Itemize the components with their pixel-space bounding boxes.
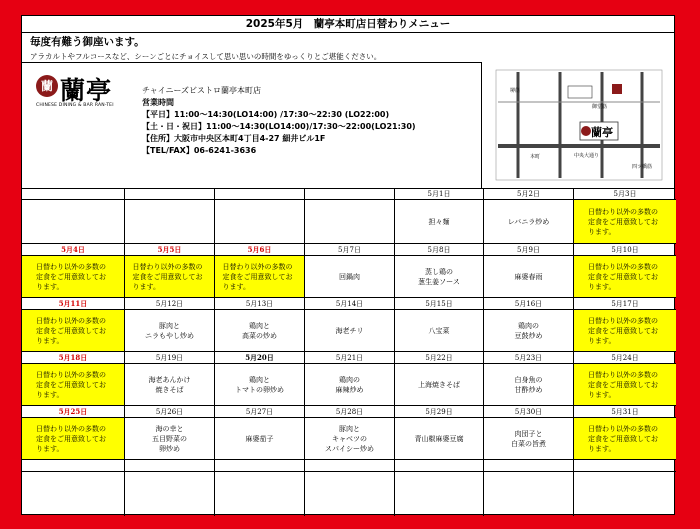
menu-item-text: 肉団子と 白菜の旨煮 — [511, 429, 546, 448]
menu-item — [215, 200, 304, 243]
special-notice — [22, 364, 124, 405]
calendar-date: 5月15日 — [395, 298, 483, 310]
calendar-cell — [574, 298, 676, 352]
calendar-cell — [22, 188, 125, 244]
menu-item-text: 麻婆茄子 — [245, 434, 274, 443]
calendar-cell — [125, 460, 215, 516]
menu-item — [125, 200, 214, 243]
menu-item — [395, 418, 483, 459]
calendar-date: 5月20日 — [215, 352, 304, 364]
menu-item — [215, 472, 304, 515]
calendar-date: 5月27日 — [215, 406, 304, 418]
menu-item — [125, 418, 214, 459]
calendar-grid — [22, 188, 676, 516]
logo-kanji: 蘭亭 — [60, 76, 113, 105]
hours-label: 営業時間 — [142, 98, 174, 107]
menu-item — [305, 200, 394, 243]
menu-item — [22, 472, 124, 515]
store-details-panel — [22, 62, 482, 188]
weekday-hours: 【平日】11:00～14:30(LO14:00) /17:30～22:30 (LO22:00) — [142, 110, 390, 119]
special-notice-text: 日替わり以外の多数の定食をご用意致しております。 — [36, 262, 106, 291]
access-map — [482, 62, 676, 188]
map-label-chuo: 中央大通り — [574, 153, 600, 159]
calendar-date: 5月24日 — [574, 352, 676, 364]
calendar-date: 5月31日 — [574, 406, 676, 418]
special-notice — [574, 418, 676, 459]
calendar-date: 5月1日 — [395, 188, 483, 200]
menu-item — [125, 364, 214, 405]
calendar-date — [125, 188, 214, 200]
store-logo — [36, 75, 114, 115]
special-notice-text: 日替わり以外の多数の定食をご用意致しております。 — [36, 316, 106, 345]
calendar-date: 5月8日 — [395, 244, 483, 256]
special-notice — [574, 310, 676, 351]
menu-item-text: 海老あんかけ 焼きそば — [148, 375, 191, 394]
menu-item-text: 鶏肉の 豆鼓炒め — [514, 321, 543, 340]
menu-item — [484, 364, 573, 405]
calendar-date: 5月25日 — [22, 406, 124, 418]
menu-item — [22, 200, 124, 243]
special-notice-text: 日替わり以外の多数の定食をご用意致しております。 — [588, 424, 658, 453]
menu-item-text: 白身魚の 甘酢炒め — [514, 375, 543, 394]
menu-item — [484, 472, 573, 515]
calendar-date — [215, 188, 304, 200]
special-notice — [125, 256, 214, 297]
calendar-date: 5月7日 — [305, 244, 394, 256]
calendar-date: 5月4日 — [22, 244, 124, 256]
calendar-cell — [484, 298, 574, 352]
calendar-cell — [305, 406, 395, 460]
weekend-hours: 【土・日・祝日】11:00～14:30(LO14:00)/17:30～22:00(LO21:30) — [142, 122, 416, 131]
calendar-cell — [125, 188, 215, 244]
calendar-cell — [574, 460, 676, 516]
menu-item — [305, 364, 394, 405]
greeting-text: 毎度有難う御座います。 — [30, 36, 145, 48]
menu-item — [125, 472, 214, 515]
menu-sheet — [21, 15, 675, 515]
store-info-section — [22, 32, 674, 189]
calendar-cell — [215, 188, 305, 244]
menu-item-text: 鶏肉と トマトの卵炒め — [235, 375, 284, 394]
menu-item-text: 上海焼きそば — [418, 380, 460, 389]
special-notice — [22, 418, 124, 459]
calendar-date — [22, 188, 124, 200]
special-notice — [22, 256, 124, 297]
menu-item-text: 鶏肉と 高菜の炒め — [242, 321, 277, 340]
menu-item — [395, 256, 483, 297]
menu-item — [395, 310, 483, 351]
menu-item-text: 豚肉と キャベツの スパイシー炒め — [325, 424, 374, 453]
calendar-date: 5月16日 — [484, 298, 573, 310]
menu-item — [484, 256, 573, 297]
calendar-cell — [215, 460, 305, 516]
calendar-date: 5月3日 — [574, 188, 676, 200]
special-notice-text: 日替わり以外の多数の定食をご用意致しております。 — [36, 370, 106, 399]
calendar-cell — [22, 460, 125, 516]
map-label-midosuji: 御堂筋 — [592, 104, 608, 110]
logo-subtitle: CHINESE DINING & BAR RAN-TEI — [36, 103, 114, 108]
calendar-cell — [305, 460, 395, 516]
menu-item-text: 海老チリ — [335, 326, 364, 335]
menu-item — [215, 310, 304, 351]
calendar-cell — [484, 244, 574, 298]
map-label-sakaisuji: 堺筋 — [510, 88, 521, 94]
map-label-yotsubashi: 四ツ橋筋 — [632, 164, 653, 170]
menu-item — [484, 418, 573, 459]
store-tel: 【TEL/FAX】06-6241-3636 — [142, 146, 257, 155]
calendar-cell — [484, 188, 574, 244]
calendar-cell — [22, 244, 125, 298]
calendar-date — [215, 460, 304, 472]
calendar-cell — [484, 406, 574, 460]
menu-item-text: 麻婆春雨 — [514, 272, 543, 281]
calendar-cell — [574, 352, 676, 406]
special-notice — [574, 364, 676, 405]
calendar-date — [22, 460, 124, 472]
calendar-cell — [22, 352, 125, 406]
calendar-cell — [215, 406, 305, 460]
calendar-cell — [305, 298, 395, 352]
logo-mark-icon: 蘭 — [36, 75, 58, 97]
menu-item — [305, 472, 394, 515]
menu-item — [305, 310, 394, 351]
menu-item — [215, 418, 304, 459]
map-graphic — [482, 62, 676, 188]
calendar-date — [305, 460, 394, 472]
calendar-date: 5月12日 — [125, 298, 214, 310]
calendar-cell — [22, 298, 125, 352]
calendar-date: 5月22日 — [395, 352, 483, 364]
special-notice — [574, 200, 676, 243]
calendar-date: 5月6日 — [215, 244, 304, 256]
calendar-date: 5月19日 — [125, 352, 214, 364]
map-label-honmachi: 本町 — [530, 154, 541, 160]
calendar-cell — [574, 244, 676, 298]
menu-item — [574, 472, 676, 515]
special-notice-text: 日替わり以外の多数の定食をご用意致しております。 — [588, 262, 658, 291]
special-notice — [215, 256, 304, 297]
calendar-cell — [305, 188, 395, 244]
menu-item — [215, 364, 304, 405]
menu-item-text: 鶏肉の 麻辣炒め — [335, 375, 364, 394]
map-store-label: 蘭亭 — [591, 126, 613, 139]
page-title: 2025年5月 蘭亭本町店日替わりメニュー — [22, 16, 674, 33]
menu-item — [125, 310, 214, 351]
calendar-cell — [305, 352, 395, 406]
menu-item — [484, 310, 573, 351]
calendar-date: 5月29日 — [395, 406, 483, 418]
calendar-date — [484, 460, 573, 472]
calendar-cell — [484, 460, 574, 516]
menu-item-text: 青山椒麻婆豆腐 — [414, 434, 464, 443]
menu-item — [395, 200, 483, 243]
calendar-cell — [215, 298, 305, 352]
calendar-date: 5月9日 — [484, 244, 573, 256]
calendar-cell — [574, 188, 676, 244]
special-notice-text: 日替わり以外の多数の定食をご用意致しております。 — [588, 316, 658, 345]
calendar-cell — [395, 352, 484, 406]
calendar-date: 5月10日 — [574, 244, 676, 256]
calendar-date: 5月14日 — [305, 298, 394, 310]
calendar-cell — [125, 406, 215, 460]
calendar-cell — [125, 298, 215, 352]
menu-item-text: 回鍋肉 — [339, 272, 360, 281]
special-notice-text: 日替わり以外の多数の定食をご用意致しております。 — [222, 262, 293, 291]
calendar-date — [395, 460, 483, 472]
calendar-cell — [395, 298, 484, 352]
menu-item-text: 豚肉と ニラもやし炒め — [145, 321, 194, 340]
menu-item — [395, 364, 483, 405]
menu-item-text: 八宝菜 — [428, 326, 450, 335]
calendar-cell — [395, 460, 484, 516]
calendar-cell — [395, 188, 484, 244]
calendar-cell — [395, 406, 484, 460]
special-notice-text: 日替わり以外の多数の定食をご用意致しております。 — [132, 262, 203, 291]
calendar-cell — [22, 406, 125, 460]
menu-item — [484, 200, 573, 243]
calendar-date — [125, 460, 214, 472]
menu-item-text: 蒸し鶏の 葱生姜ソース — [418, 267, 460, 286]
special-notice-text: 日替わり以外の多数の定食をご用意致しております。 — [36, 424, 106, 453]
intro-text: アラカルトやフルコースなど、シーンごとにチョイスして思い思いの時間をゆっくりとご堪能ください。 — [30, 52, 382, 61]
special-notice — [574, 256, 676, 297]
calendar-date: 5月28日 — [305, 406, 394, 418]
calendar-date: 5月18日 — [22, 352, 124, 364]
calendar-cell — [215, 352, 305, 406]
calendar-cell — [574, 406, 676, 460]
calendar-date — [305, 188, 394, 200]
store-details — [142, 85, 416, 157]
menu-item-text: 担々麺 — [428, 217, 450, 226]
calendar-cell — [484, 352, 574, 406]
menu-item-text: 海の幸と 五目野菜の 卵炒め — [152, 424, 187, 453]
calendar-date: 5月11日 — [22, 298, 124, 310]
special-notice-text: 日替わり以外の多数の定食をご用意致しております。 — [588, 370, 658, 399]
calendar-date: 5月30日 — [484, 406, 573, 418]
menu-item — [305, 256, 394, 297]
special-notice — [22, 310, 124, 351]
calendar-date: 5月13日 — [215, 298, 304, 310]
store-name: チャイニーズビストロ蘭亭本町店 — [142, 86, 262, 95]
menu-item — [305, 418, 394, 459]
calendar-date: 5月23日 — [484, 352, 573, 364]
calendar-date: 5月21日 — [305, 352, 394, 364]
menu-item-text: レバニラ炒め — [507, 217, 550, 226]
calendar-date: 5月26日 — [125, 406, 214, 418]
calendar-date: 5月2日 — [484, 188, 573, 200]
calendar-cell — [215, 244, 305, 298]
store-address: 【住所】大阪市中央区本町4丁目4-27 細井ビル1F — [142, 134, 326, 143]
calendar-date: 5月5日 — [125, 244, 214, 256]
calendar-cell — [395, 244, 484, 298]
menu-item — [395, 472, 483, 515]
calendar-cell — [125, 244, 215, 298]
calendar-cell — [125, 352, 215, 406]
calendar-cell — [305, 244, 395, 298]
calendar-date — [574, 460, 676, 472]
special-notice-text: 日替わり以外の多数の定食をご用意致しております。 — [588, 207, 658, 236]
calendar-date: 5月17日 — [574, 298, 676, 310]
